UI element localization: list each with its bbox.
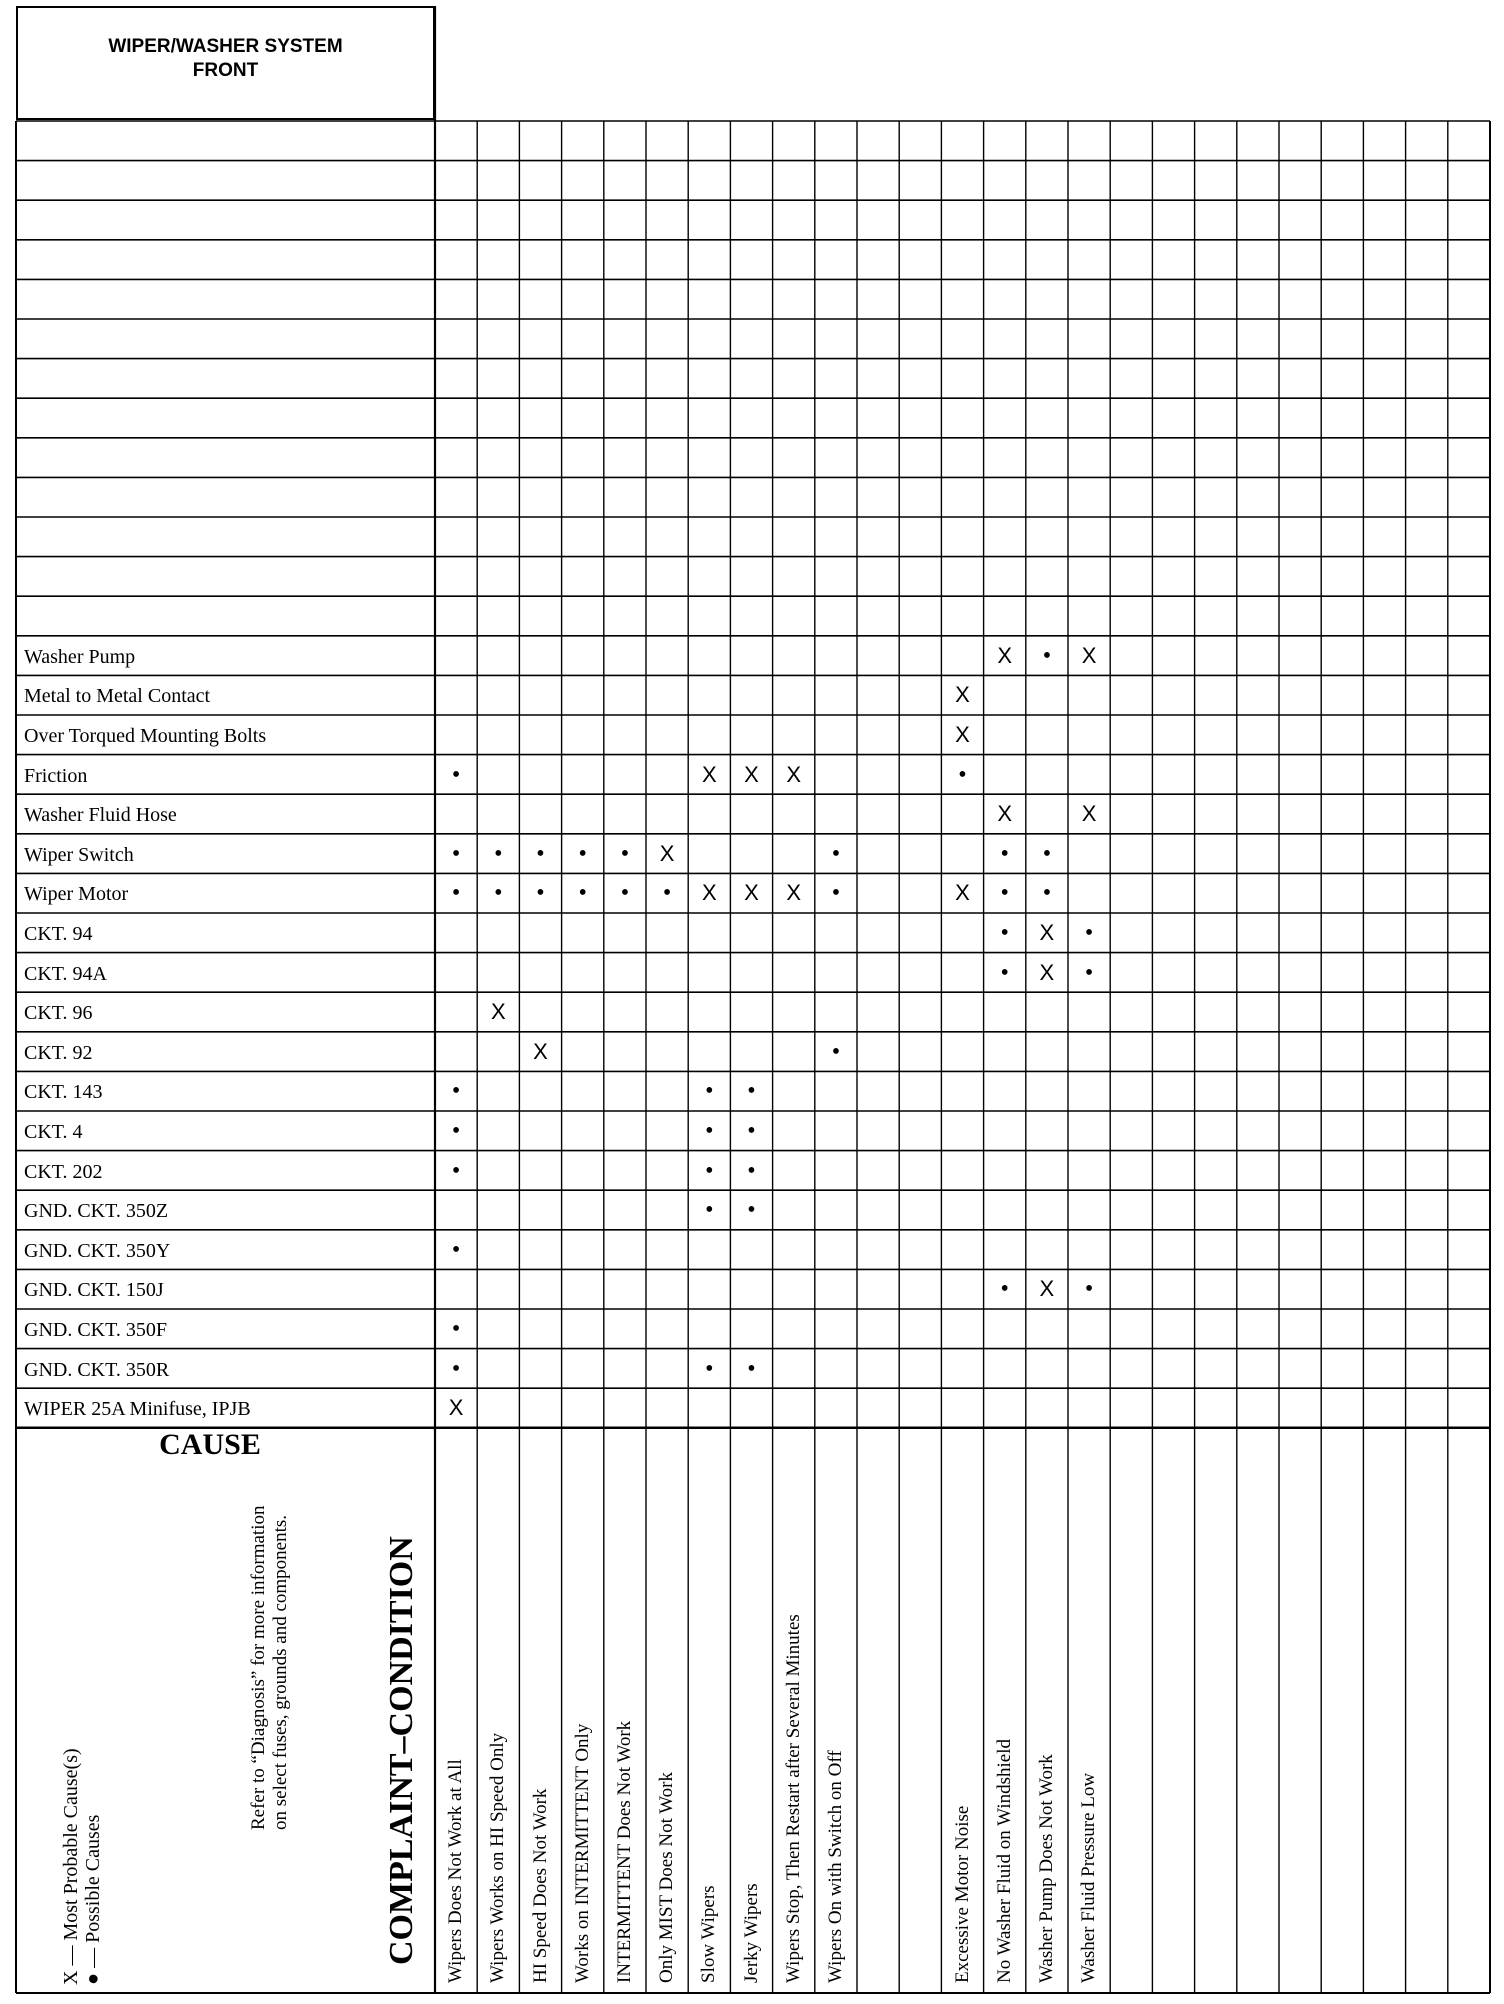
most-probable-mark: X [1039, 920, 1055, 945]
possible-cause-mark: • [747, 1157, 756, 1184]
possible-cause-mark: • [620, 880, 630, 907]
cause-heading: CAUSE [159, 1428, 261, 1461]
condition-label: HI Speed Does Not Work [529, 1788, 551, 1983]
diagnosis-note [248, 1506, 292, 1830]
possible-cause-mark: • [747, 1078, 756, 1105]
cause-label: GND. CKT. 350Y [24, 1239, 171, 1262]
possible-cause-mark: • [536, 840, 545, 867]
possible-cause-mark: • [1084, 920, 1094, 946]
possible-cause-mark: • [747, 1355, 756, 1382]
possible-cause-mark: • [451, 1078, 461, 1105]
cause-label: Wiper Motor [24, 883, 129, 906]
cause-label: CKT. 94 [24, 923, 93, 945]
possible-cause-mark: • [451, 840, 461, 867]
most-probable-mark: X [659, 840, 675, 866]
most-probable-mark: X [1039, 959, 1055, 985]
condition-label: Wipers Works on HI Speed Only [487, 1732, 509, 1983]
possible-cause-mark: • [1084, 959, 1094, 986]
possible-cause-mark: • [1000, 840, 1009, 867]
possible-cause-mark: • [494, 880, 503, 907]
most-probable-mark: X [701, 880, 717, 906]
most-probable-mark: X [997, 642, 1013, 668]
most-probable-mark: X [490, 999, 506, 1025]
possible-cause-mark: • [1000, 920, 1009, 946]
most-probable-mark: X [955, 880, 970, 906]
possible-cause-mark: • [451, 761, 461, 788]
possible-cause-mark: • [705, 1157, 714, 1184]
possible-cause-mark: • [451, 1157, 461, 1184]
possible-cause-mark: • [451, 1118, 461, 1144]
most-probable-mark: X [1081, 642, 1097, 668]
possible-cause-mark: • [1042, 840, 1052, 867]
cause-label: CKT. 202 [24, 1160, 103, 1183]
possible-cause-mark: • [1000, 959, 1009, 986]
possible-cause-mark: • [578, 880, 587, 907]
cause-label: CKT. 92 [24, 1041, 93, 1064]
possible-cause-mark: • [1000, 880, 1009, 907]
most-probable-mark: X [744, 880, 759, 906]
legend [60, 1748, 104, 1985]
condition-label: No Washer Fluid on Windshield [993, 1739, 1015, 1983]
possible-cause-mark: • [620, 840, 630, 867]
cause-label: Wiper Switch [24, 843, 134, 866]
possible-cause-mark: • [747, 1197, 756, 1224]
diagnosis-note-line-1: Refer to “Diagnosis” for more information [248, 1505, 269, 1830]
possible-cause-mark: • [662, 880, 672, 907]
cause-label: Over Torqued Mounting Bolts [24, 725, 267, 747]
possible-cause-mark: • [451, 1236, 461, 1263]
possible-cause-mark: • [831, 840, 841, 867]
possible-cause-mark: • [705, 1078, 714, 1105]
condition-label: Wipers Stop, Then Restart after Several Minutes [782, 1614, 804, 1983]
possible-cause-mark: • [451, 1316, 461, 1342]
cause-label: CKT. 4 [24, 1121, 83, 1143]
most-probable-mark: X [533, 1038, 548, 1064]
condition-label: Washer Pump Does Not Work [1035, 1754, 1057, 1983]
most-probable-mark: X [1039, 1276, 1055, 1302]
condition-label: Only MIST Does Not Work [656, 1772, 678, 1983]
possible-cause-mark: • [831, 880, 841, 907]
title-line-1: WIPER/WASHER SYSTEM [108, 36, 343, 57]
possible-cause-mark: • [705, 1197, 714, 1224]
condition-label: Works on INTERMITTENT Only [571, 1723, 593, 1983]
cause-label: Washer Fluid Hose [24, 804, 177, 827]
cause-label: GND. CKT. 150J [24, 1279, 164, 1302]
cause-label: Metal to Metal Contact [24, 685, 211, 708]
possible-cause-mark: • [494, 840, 503, 867]
title-line-2: FRONT [192, 60, 259, 81]
possible-cause-mark: • [1042, 880, 1052, 907]
possible-cause-mark: • [451, 1355, 461, 1382]
condition-label: Excessive Motor Noise [951, 1805, 973, 1983]
most-probable-mark: X [997, 801, 1013, 827]
cause-label: GND. CKT. 350R [24, 1358, 170, 1381]
legend-possible: ● — Possible Causes [82, 1814, 104, 1985]
cause-label: CKT. 96 [24, 1002, 93, 1025]
complaint-condition-heading: COMPLAINT–CONDITION [383, 1536, 420, 1965]
cause-label: GND. CKT. 350Z [24, 1200, 169, 1223]
cause-label: CKT. 143 [24, 1081, 103, 1104]
diagnosis-note-line-2: on select fuses, grounds and components. [270, 1514, 291, 1830]
possible-cause-mark: • [536, 880, 545, 907]
possible-cause-mark: • [451, 880, 461, 907]
possible-cause-mark: • [1042, 642, 1052, 669]
most-probable-mark: X [955, 682, 970, 708]
condition-label: Slow Wipers [698, 1885, 720, 1983]
condition-label: Jerky Wipers [740, 1883, 762, 1983]
possible-cause-mark: • [831, 1038, 841, 1065]
cause-label: GND. CKT. 350F [24, 1319, 167, 1341]
most-probable-mark: X [744, 761, 759, 787]
most-probable-mark: X [786, 761, 802, 787]
possible-cause-mark: • [705, 1118, 714, 1144]
most-probable-mark: X [448, 1395, 464, 1421]
condition-label: Wipers On with Switch on Off [824, 1750, 846, 1983]
possible-cause-mark: • [747, 1118, 756, 1144]
cause-label: Friction [24, 764, 88, 787]
possible-cause-mark: • [958, 761, 967, 788]
condition-label: INTERMITTENT Does Not Work [613, 1720, 635, 1983]
most-probable-mark: X [955, 722, 970, 747]
condition-label: Washer Fluid Pressure Low [1078, 1772, 1100, 1983]
condition-label: Wipers Does Not Work at All [445, 1759, 467, 1983]
possible-cause-mark: • [1000, 1276, 1009, 1303]
legend-most-probable: X — Most Probable Cause(s) [60, 1748, 82, 1985]
most-probable-mark: X [786, 880, 802, 906]
most-probable-mark: X [701, 761, 717, 787]
cause-label: Washer Pump [24, 645, 136, 668]
most-probable-mark: X [1081, 801, 1097, 827]
possible-cause-mark: • [1084, 1276, 1094, 1303]
cause-label: CKT. 94A [24, 962, 107, 985]
cause-label: WIPER 25A Minifuse, IPJB [24, 1398, 251, 1421]
possible-cause-mark: • [705, 1355, 714, 1382]
possible-cause-mark: • [578, 840, 587, 867]
